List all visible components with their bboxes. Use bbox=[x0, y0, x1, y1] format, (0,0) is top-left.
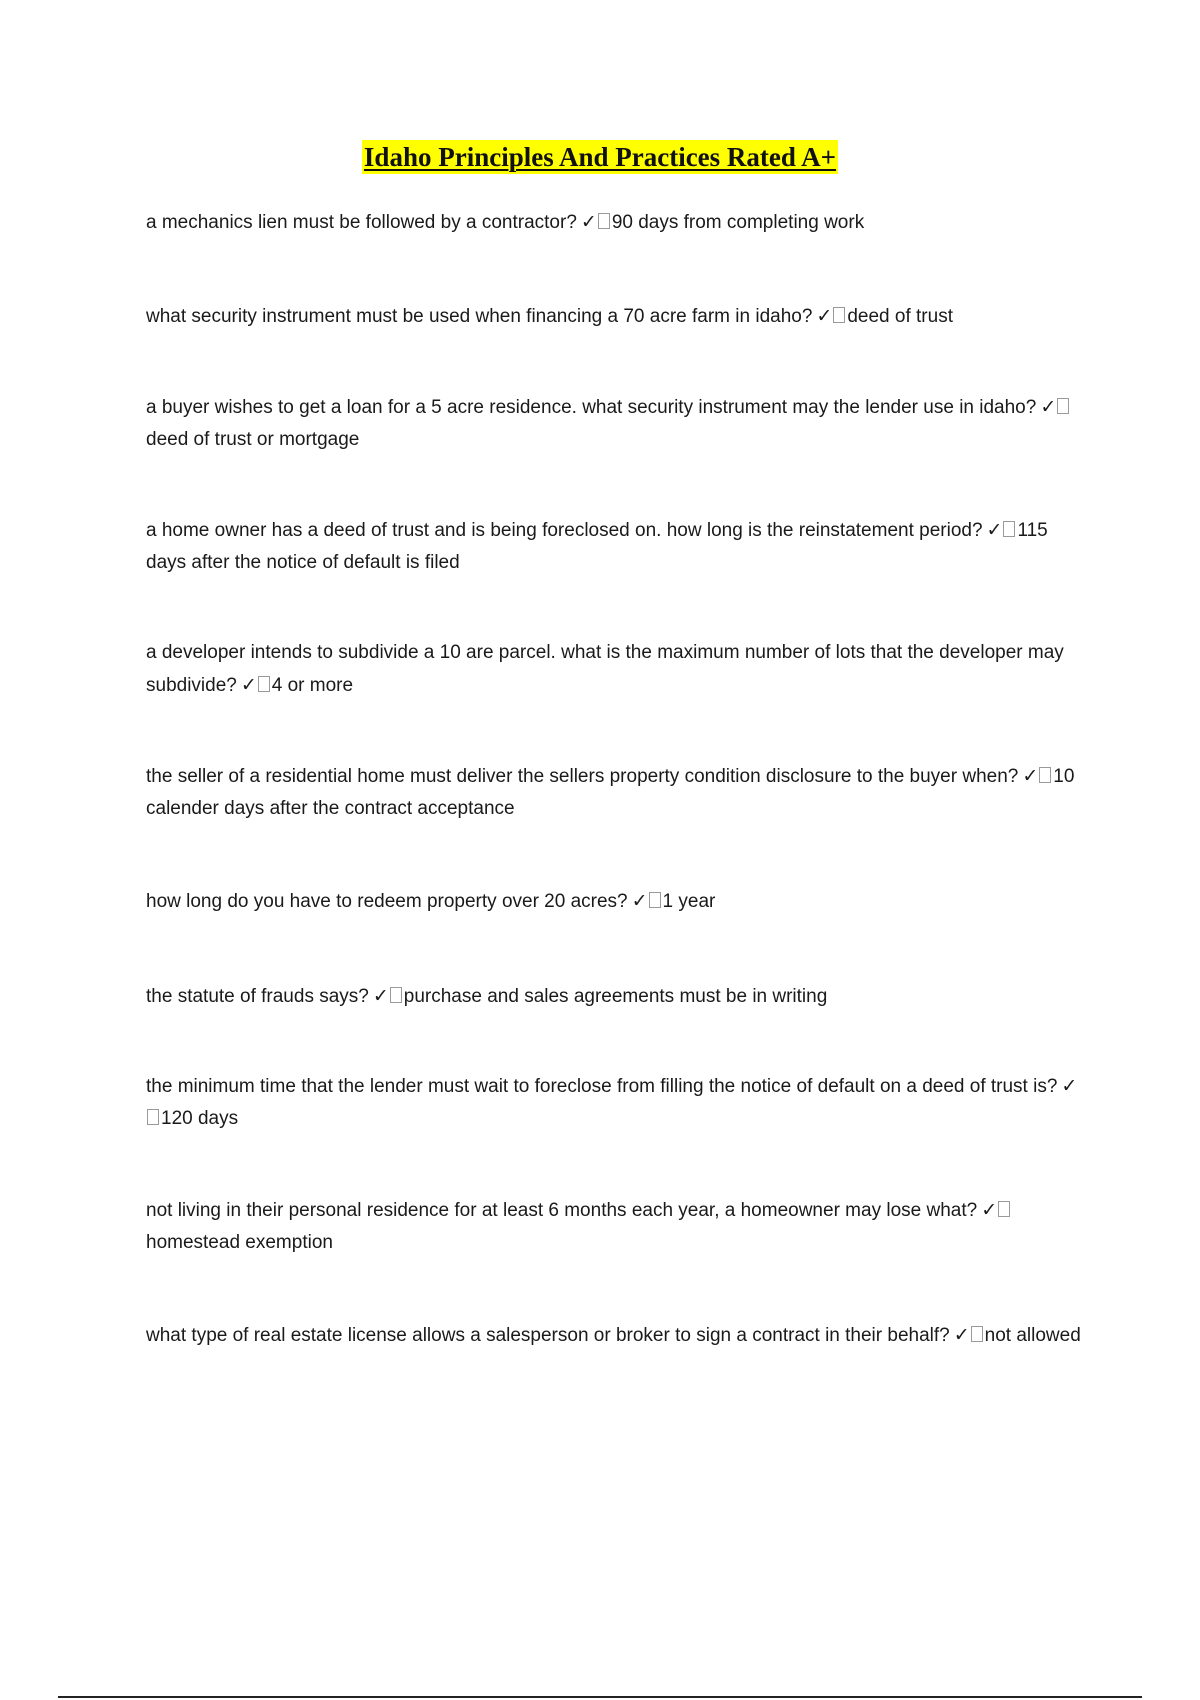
box-glyph-icon bbox=[147, 1109, 159, 1125]
question-text: what type of real estate license allows a salesperson or broker to sign a contract in their behalf? bbox=[146, 1325, 950, 1346]
check-icon: ✓ bbox=[372, 985, 389, 1007]
check-icon: ✓ bbox=[816, 305, 833, 327]
question-text: a developer intends to subdivide a 10 are parcel. what is the maximum number of lots that the developer may subdivide? bbox=[146, 642, 1064, 696]
box-glyph-icon bbox=[258, 676, 270, 692]
box-glyph-icon bbox=[1039, 767, 1051, 783]
answer-text: not allowed bbox=[984, 1325, 1081, 1346]
box-glyph-icon bbox=[1003, 521, 1015, 537]
question-text: the minimum time that the lender must wait to foreclose from filling the notice of default on a deed of trust is? bbox=[146, 1076, 1058, 1097]
check-icon: ✓ bbox=[1061, 1075, 1078, 1097]
question-text: a mechanics lien must be followed by a contractor? bbox=[146, 212, 577, 233]
answer-text: homestead exemption bbox=[146, 1232, 333, 1253]
answer-text: 4 or more bbox=[271, 675, 354, 696]
question-text: what security instrument must be used when financing a 70 acre farm in idaho? bbox=[146, 306, 813, 327]
box-glyph-icon bbox=[833, 307, 845, 323]
box-glyph-icon bbox=[998, 1201, 1010, 1217]
qa-item bbox=[146, 300, 1086, 333]
qa-item bbox=[146, 391, 1086, 456]
qa-item bbox=[146, 980, 1086, 1013]
qa-item bbox=[146, 637, 1086, 702]
box-glyph-icon bbox=[1057, 398, 1069, 414]
answer-text: deed of trust bbox=[847, 306, 953, 327]
question-text: a buyer wishes to get a loan for a 5 acre residence. what security instrument may the lender use in idaho? bbox=[146, 397, 1037, 418]
answer-text: 120 days bbox=[161, 1108, 239, 1129]
qa-item bbox=[146, 514, 1086, 579]
answer-text: 10 calender days after the contract acceptance bbox=[146, 766, 1075, 819]
answer-text: 90 days from completing work bbox=[611, 212, 865, 233]
qa-item bbox=[146, 1194, 1086, 1259]
page-title: Idaho Principles And Practices Rated A+ bbox=[363, 142, 837, 172]
footer-divider bbox=[58, 1696, 1142, 1698]
check-icon: ✓ bbox=[953, 1324, 970, 1346]
qa-item bbox=[146, 885, 1086, 918]
box-glyph-icon bbox=[649, 892, 661, 908]
check-icon: ✓ bbox=[981, 1199, 998, 1221]
check-icon: ✓ bbox=[240, 674, 257, 696]
box-glyph-icon bbox=[971, 1326, 983, 1342]
title-container bbox=[0, 140, 1200, 174]
answer-text: 115 days after the notice of default is filed bbox=[146, 520, 1048, 573]
check-icon: ✓ bbox=[986, 519, 1003, 541]
qa-item bbox=[146, 206, 1086, 239]
question-text: how long do you have to redeem property over 20 acres? bbox=[146, 891, 628, 912]
check-icon: ✓ bbox=[1040, 396, 1057, 418]
check-icon: ✓ bbox=[631, 890, 648, 912]
answer-text: deed of trust or mortgage bbox=[146, 429, 360, 450]
check-icon: ✓ bbox=[1022, 765, 1039, 787]
question-text: a home owner has a deed of trust and is being foreclosed on. how long is the reinstatement period? bbox=[146, 520, 983, 541]
qa-item bbox=[146, 1319, 1086, 1352]
box-glyph-icon bbox=[598, 213, 610, 229]
qa-item bbox=[146, 760, 1086, 825]
answer-text: purchase and sales agreements must be in writing bbox=[403, 986, 828, 1007]
question-text: the seller of a residential home must deliver the sellers property condition disclosure to the buyer when? bbox=[146, 766, 1019, 787]
qa-item bbox=[146, 1070, 1086, 1135]
box-glyph-icon bbox=[390, 987, 402, 1003]
check-icon: ✓ bbox=[580, 211, 597, 233]
answer-text: 1 year bbox=[662, 891, 716, 912]
question-text: the statute of frauds says? bbox=[146, 986, 369, 1007]
question-text: not living in their personal residence for at least 6 months each year, a homeowner may lose what? bbox=[146, 1200, 978, 1221]
